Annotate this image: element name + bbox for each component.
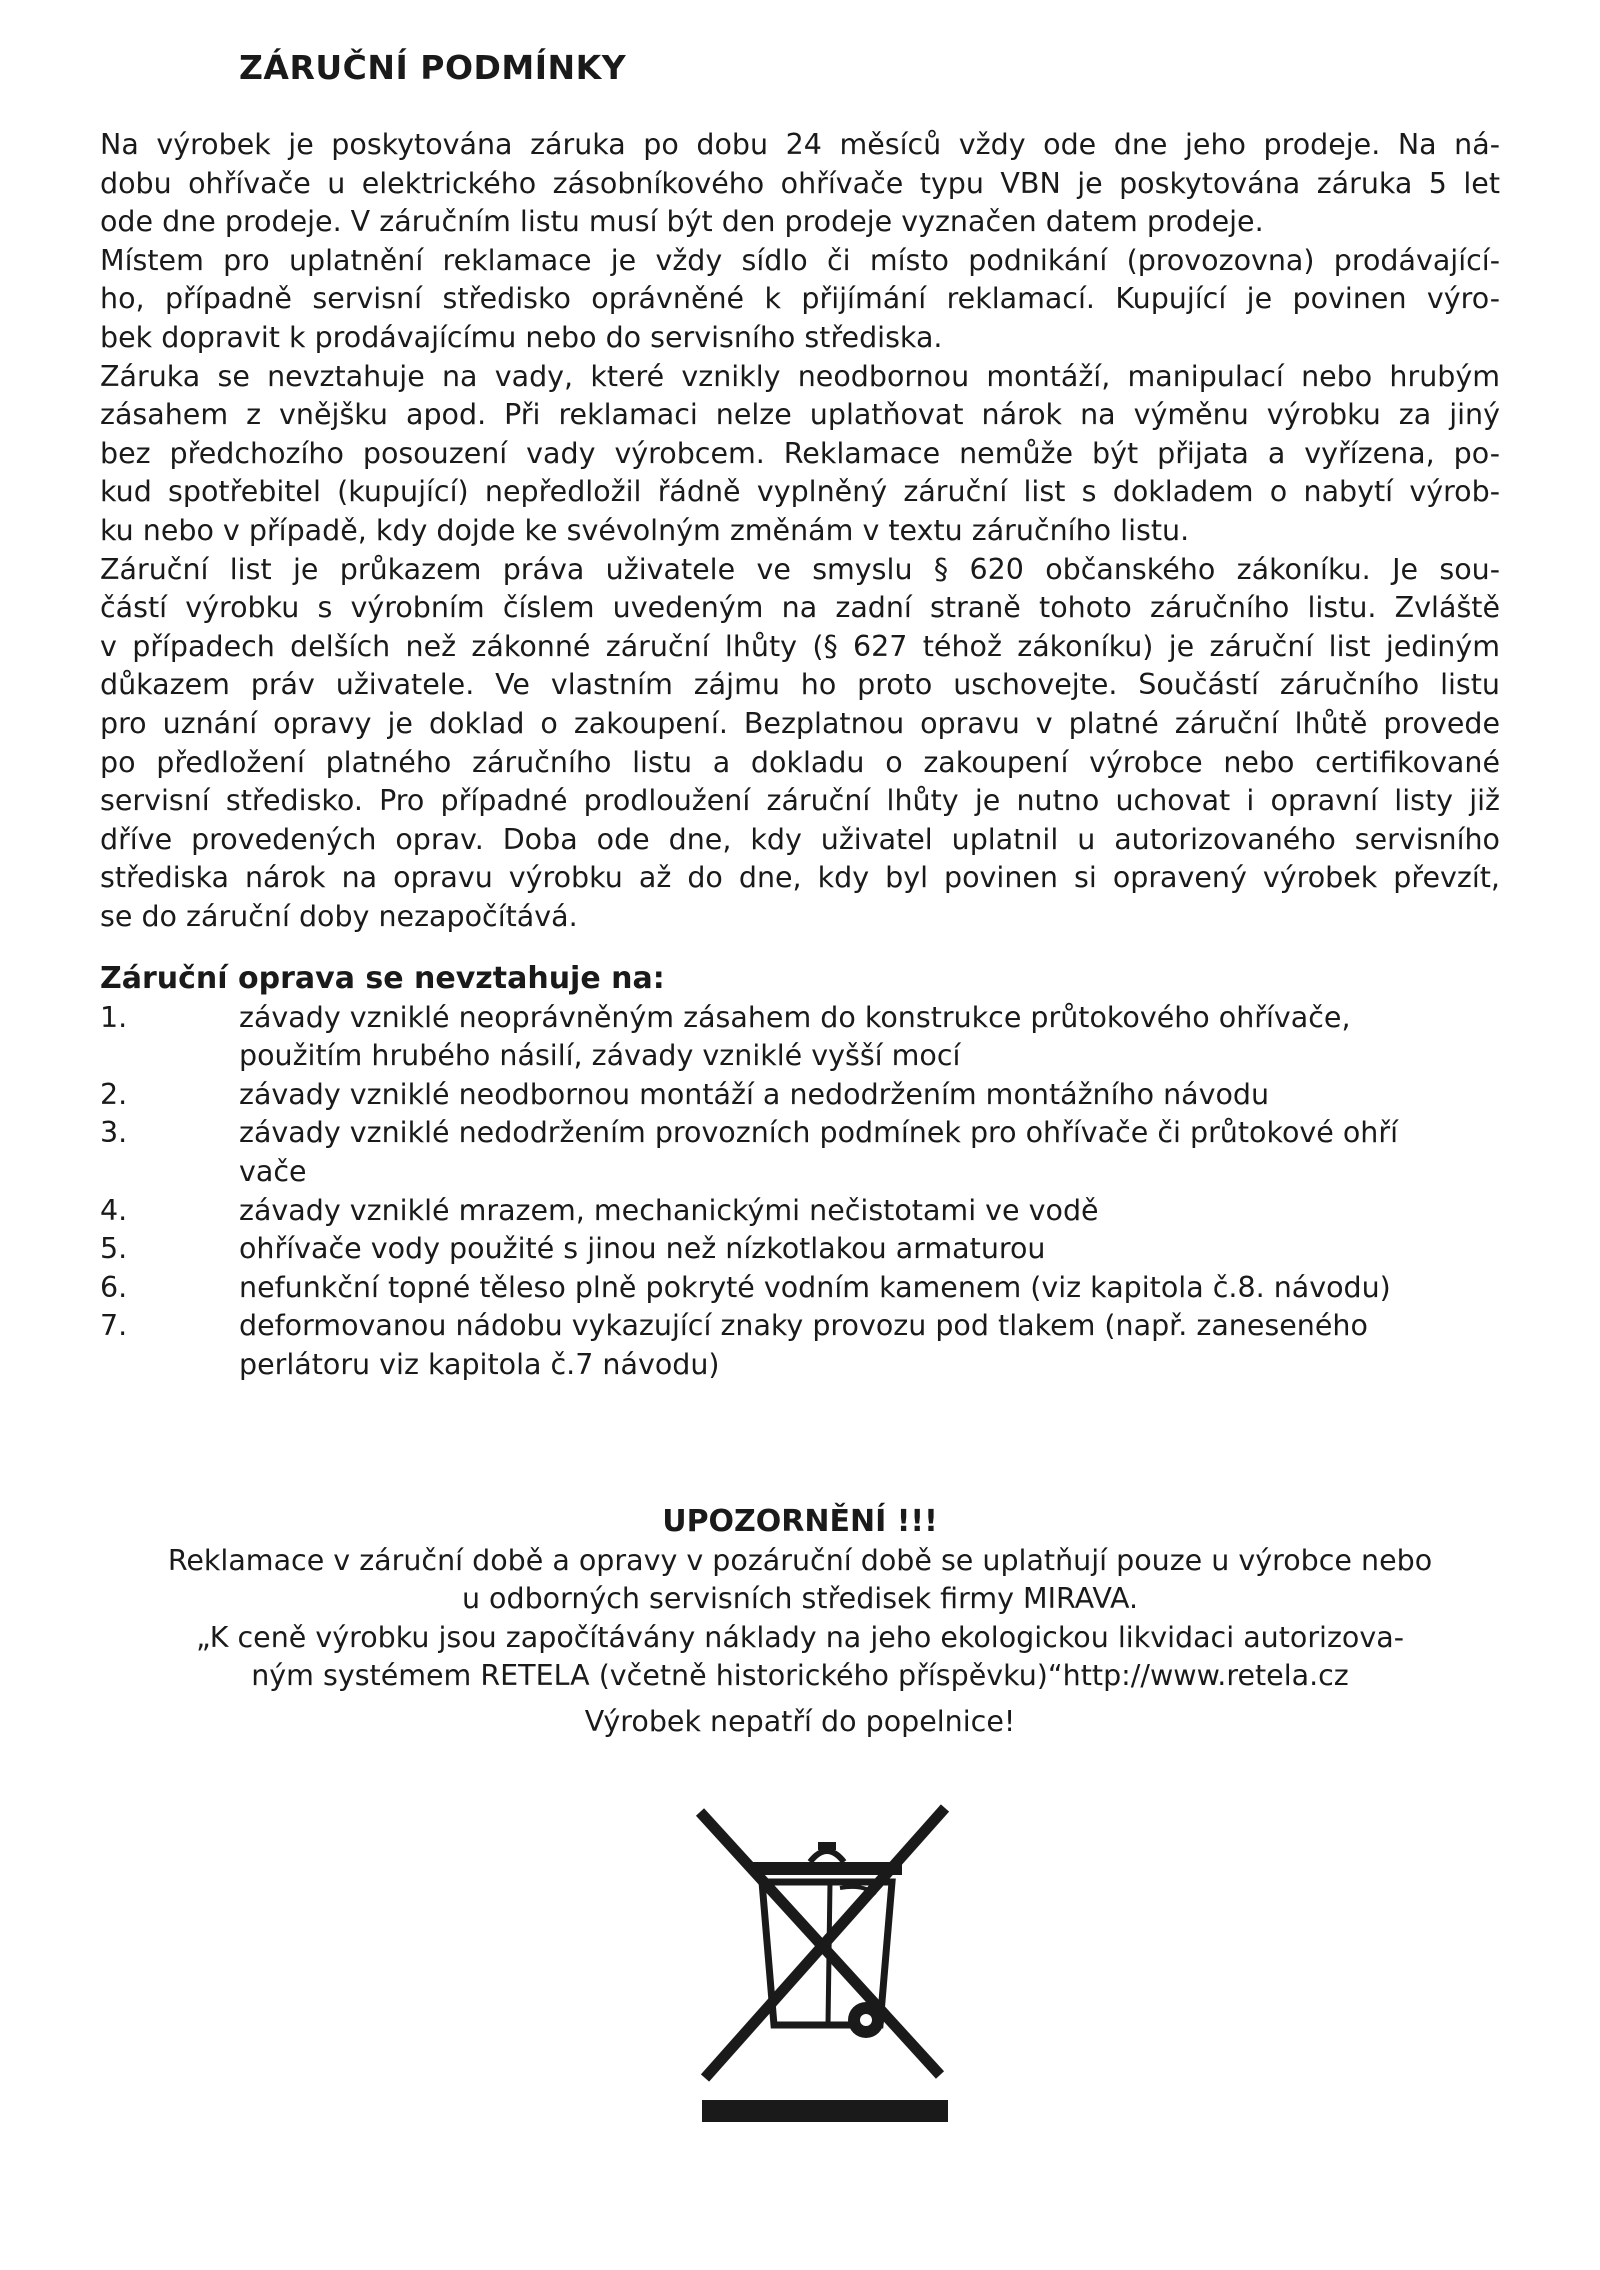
paragraph-line: v případech delších než zákonné záruční lhůty (§ 627 téhož zákoníku) je záruční list jediným (100, 629, 1500, 663)
paragraph-line: částí výrobku s výrobním číslem uvedeným na zadní straně tohoto záručního listu. Zvláště (100, 591, 1500, 625)
crossed-out-wheelie-bin-icon (690, 1800, 960, 2125)
paragraph-line: bek dopravit k prodávajícímu nebo do servisního střediska. (100, 320, 943, 354)
exclusion-text-line: závady vzniklé nedodržením provozních podmínek pro ohřívače či průtokové ohří (239, 1116, 1398, 1150)
paragraph-line: zásahem z vnějšku apod. Při reklamaci nelze uplatňovat nárok na výměnu výrobku za jiný (100, 398, 1500, 432)
exclusion-text-line: závady vzniklé neoprávněným zásahem do konstrukce průtokového ohřívače, (239, 1000, 1351, 1034)
paragraph-line: Na výrobek je poskytována záruka po dobu 24 měsíců vždy ode dne jeho prodeje. Na ná- (100, 128, 1500, 161)
exclusion-text-line: závady vzniklé neodbornou montáží a nedodržením montážního návodu (239, 1077, 1270, 1111)
exclusion-text (239, 1114, 1500, 1191)
paragraph-line: ku nebo v případě, kdy dojde ke svévolným změnám v textu záručního listu. (100, 513, 1190, 547)
exclusion-item (100, 1192, 1500, 1231)
exclusion-item (100, 1114, 1500, 1191)
exclusion-text (239, 1076, 1500, 1115)
exclusion-item (100, 1269, 1500, 1308)
paragraph-line: po předložení platného záručního listu a dokladu o zakoupení výrobce nebo certifikované (100, 745, 1500, 779)
paragraph-line: Záruka se nevztahuje na vady, které vznikly neodbornou montáží, manipulací nebo hrubým (100, 359, 1500, 393)
paragraph-line: Záruční list je průkazem práva uživatele ve smyslu § 620 občanského zákoníku. Je sou- (100, 552, 1500, 586)
paragraph-line: pro uznání opravy je doklad o zakoupení. Bezplatnou opravu v platné záruční lhůtě provede (100, 706, 1500, 740)
exclusions-list (100, 999, 1500, 1385)
exclusion-text (239, 999, 1500, 1076)
exclusion-text (239, 1230, 1500, 1269)
exclusion-text (239, 1307, 1500, 1384)
exclusion-number: 5. (100, 1232, 128, 1266)
paragraph-line: střediska nárok na opravu výrobku až do dne, kdy byl povinen si opravený výrobek převzít, (100, 861, 1500, 895)
exclusion-text (239, 1269, 1500, 1308)
exclusion-number: 3. (100, 1116, 128, 1150)
page-title: ZÁRUČNÍ PODMÍNKY (239, 48, 627, 87)
paragraph-line: ho, případně servisní středisko oprávněné k přijímání reklamací. Kupující je povinen výro- (100, 282, 1500, 316)
exclusion-number: 7. (100, 1309, 128, 1343)
exclusion-item (100, 1076, 1500, 1115)
warning-line: Reklamace v záruční době a opravy v pozáruční době se uplatňují pouze u výrobce nebo (167, 1543, 1433, 1577)
paragraph-line: důkazem práv uživatele. Ve vlastním zájmu ho proto uschovejte. Součástí záručního listu (100, 668, 1500, 702)
exclusion-number: 6. (100, 1270, 128, 1304)
exclusion-item (100, 1307, 1500, 1384)
exclusion-number: 2. (100, 1077, 128, 1111)
warning-title: UPOZORNĚNÍ !!! (662, 1504, 938, 1539)
paragraph-line: Místem pro uplatnění reklamace je vždy sídlo či místo podnikání (provozovna) prodávající- (100, 243, 1500, 277)
exclusion-number: 1. (100, 1000, 128, 1034)
exclusion-text-line: perlátoru viz kapitola č.7 návodu) (239, 1347, 720, 1381)
paragraph-line: se do záruční doby nezapočítává. (100, 899, 578, 933)
warning-line: u odborných servisních středisek firmy MIRAVA. (461, 1582, 1139, 1616)
exclusions-heading: Záruční oprava se nevztahuje na: (100, 961, 665, 996)
paragraph-line: dříve provedených oprav. Doba ode dne, kdy uživatel uplatnil u autorizovaného servisního (100, 822, 1500, 856)
exclusion-text (239, 1192, 1500, 1231)
exclusion-text-line: závady vzniklé mrazem, mechanickými nečistotami ve vodě (239, 1193, 1099, 1227)
exclusions-section (100, 960, 1500, 1385)
exclusion-text-line: vače (239, 1154, 307, 1188)
paragraph-line: ode dne prodeje. V záručním listu musí být den prodeje vyznačen datem prodeje. (100, 205, 1264, 239)
exclusion-text-line: deformovanou nádobu vykazující znaky provozu pod tlakem (např. zaneseného (239, 1309, 1368, 1343)
not-in-bin-notice: Výrobek nepatří do popelnice! (584, 1705, 1016, 1738)
exclusion-number: 4. (100, 1193, 128, 1227)
exclusion-text-line: ohřívače vody použité s jinou než nízkotlakou armaturou (239, 1232, 1046, 1266)
paragraph-line: bez předchozího posouzení vady výrobcem. Reklamace nemůže být přijata a vyřízena, po- (100, 436, 1500, 470)
exclusion-item (100, 999, 1500, 1076)
exclusion-text-line: nefunkční topné těleso plně pokryté vodním kamenem (viz kapitola č.8. návodu) (239, 1270, 1391, 1304)
warning-text (0, 1542, 1600, 1696)
warning-line: ným systémem RETELA (včetně historického příspěvku)“http://www.retela.cz (251, 1659, 1349, 1693)
paragraph-line: dobu ohřívače u elektrického zásobníkového ohřívače typu VBN je poskytována záruka 5 let (100, 166, 1500, 200)
warranty-terms-paragraph (100, 126, 1500, 936)
paragraph-line: kud spotřebitel (kupující) nepředložil řádně vyplněný záruční list s dokladem o nabytí výrob- (100, 475, 1500, 509)
paragraph-line: servisní středisko. Pro případné prodloužení záruční lhůty je nutno uchovat i opravní listy již (100, 784, 1500, 818)
exclusion-text-line: použitím hrubého násilí, závady vzniklé vyšší mocí (239, 1039, 961, 1073)
warning-section (0, 1503, 1600, 1696)
warning-line: „K ceně výrobku jsou započítávány náklady na jeho ekologickou likvidaci autorizova- (196, 1620, 1404, 1654)
exclusion-item (100, 1230, 1500, 1269)
